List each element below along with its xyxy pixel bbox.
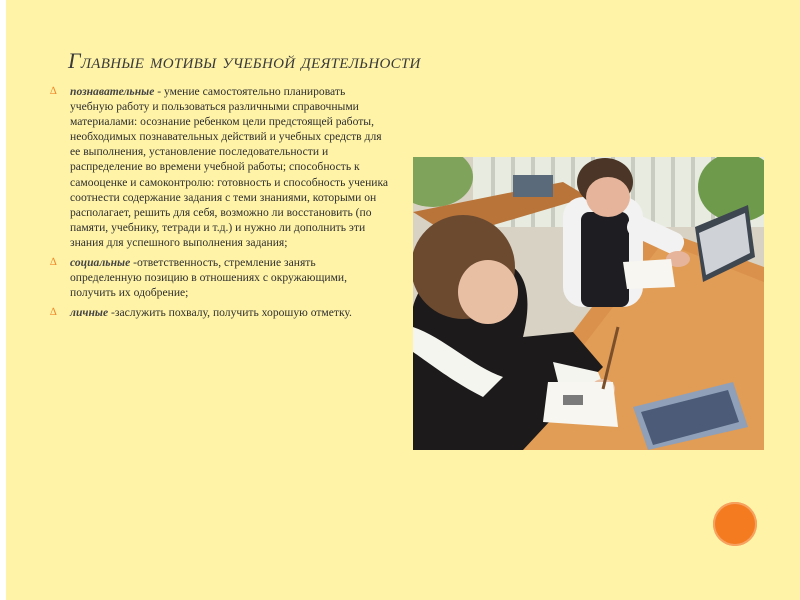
bullet-text: - умение самостоятельно планировать учебную работу и пользоваться различными справочными материалами: осознание ребенком цели предстоящей работы, необходимых познавательных действий и учебных средств для ее выполнения, установление последовательности и распределение во времени учебной работы; способность к самооценке и самоконтролю: готовность и способность ученика соотнести содержание задания с теми знаниями, которыми он располагает, решить для себя, возможно ли восстановить (по памяти, учебнику, тетради и т.д.) и нужно ли дополнить эти знания для успешного выполнения задания; bbox=[70, 85, 389, 249]
bullet-text: -заслужить похвалу, получить хорошую отметку. bbox=[108, 306, 352, 320]
bullet-list bbox=[50, 84, 390, 325]
bullet-marker-icon: ∆ bbox=[50, 256, 57, 269]
slide-title: Главные мотивы учебной деятельности bbox=[68, 48, 421, 73]
orange-circle-decoration bbox=[713, 502, 757, 546]
classroom-photo bbox=[413, 157, 764, 450]
bullet-item-cognitive bbox=[50, 84, 390, 250]
slide-left-border bbox=[0, 0, 6, 600]
bullet-item-social bbox=[50, 255, 390, 300]
bullet-item-personal bbox=[50, 305, 390, 320]
bullet-marker-icon: ∆ bbox=[50, 306, 57, 319]
bullet-term: социальные bbox=[70, 256, 131, 270]
bullet-term: личные bbox=[70, 306, 109, 320]
bullet-text: -ответственность, стремление занять определенную позицию в отношениях с окружающими, получить их одобрение; bbox=[70, 256, 348, 300]
bullet-marker-icon: ∆ bbox=[50, 85, 57, 97]
bullet-term: познавательные bbox=[70, 85, 155, 98]
